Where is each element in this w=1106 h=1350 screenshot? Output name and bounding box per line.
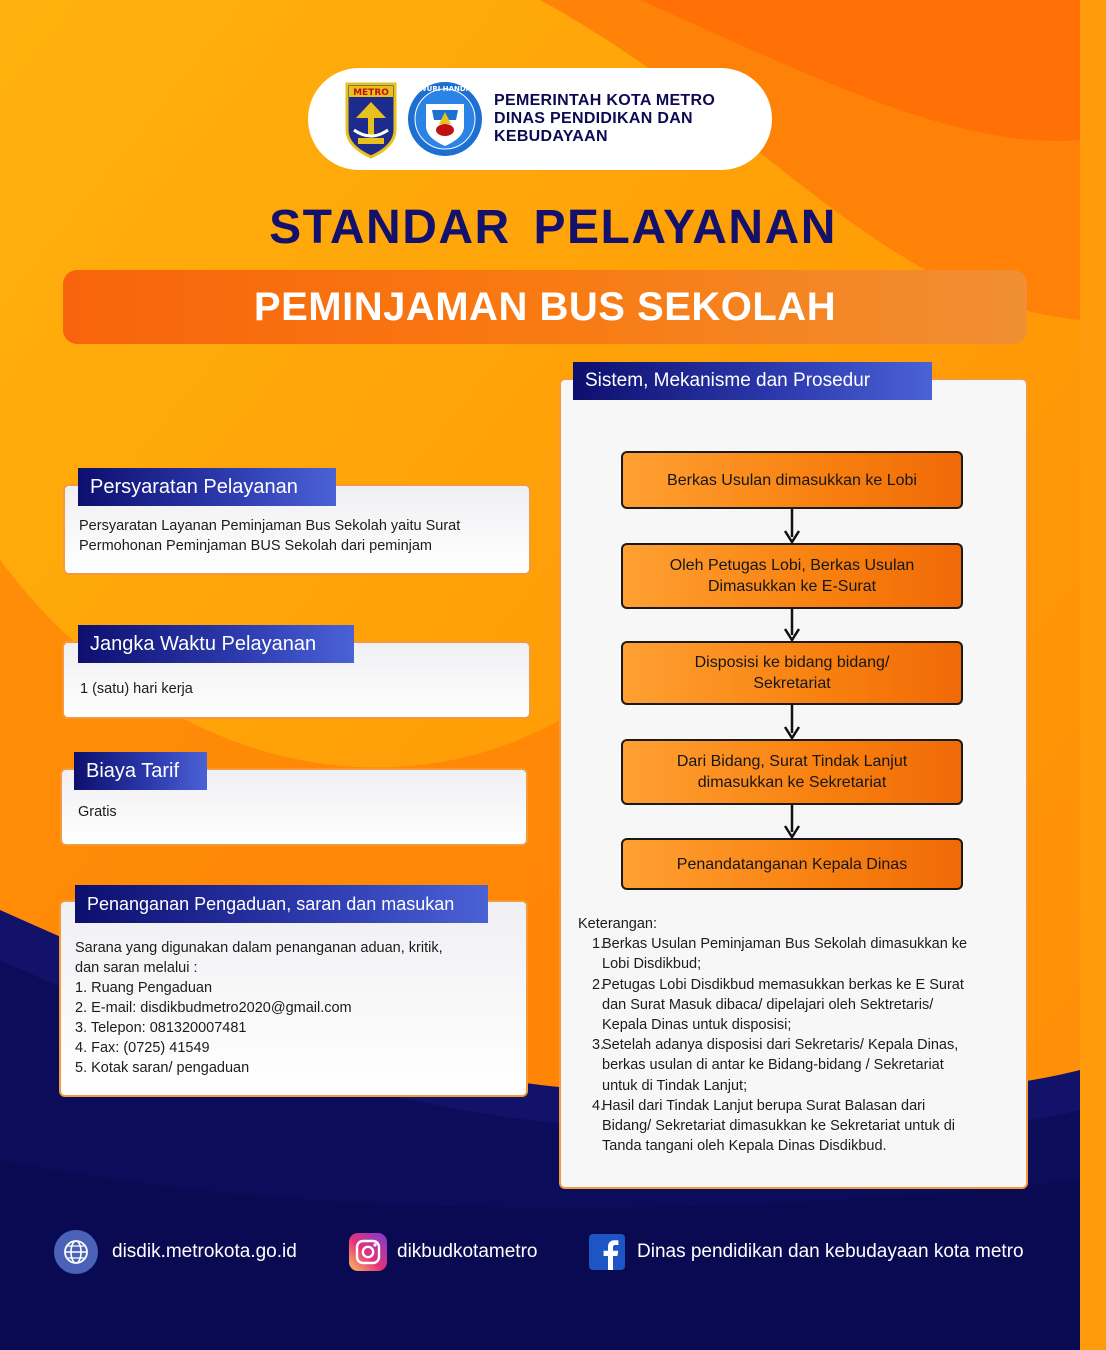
logo-kemdik-text: TUT WURI HANDAYANI [401, 85, 489, 93]
procedure-step [621, 739, 963, 805]
note-line: Berkas Usulan Peminjaman Bus Sekolah dimasukkan ke [602, 936, 968, 953]
complaints-line: 1. Ruang Pengaduan [75, 980, 213, 996]
instagram-icon [349, 1233, 387, 1271]
procedure-notes [578, 914, 1014, 1156]
arrow-down-icon [782, 509, 802, 545]
note-line: Kepala Dinas untuk disposisi; [602, 1017, 792, 1034]
note-line: Tanda tangani oleh Kepala Dinas Disdikbud. [602, 1138, 887, 1155]
facebook-page[interactable]: Dinas pendidikan dan kebudayaan kota metro [637, 1241, 1024, 1262]
note-item [578, 934, 1014, 974]
complaints-line: dan saran melalui : [75, 960, 198, 976]
organization-name [494, 92, 715, 146]
note-number: 4. [592, 1097, 605, 1114]
step-line: Dimasukkan ke E-Surat [707, 578, 877, 595]
org-line: PEMERINTAH KOTA METRO [494, 92, 716, 109]
procedure-step [621, 543, 963, 609]
website-link[interactable]: disdik.metrokota.go.id [112, 1241, 297, 1262]
step-line: Sekretariat [753, 675, 831, 692]
fee-text: Gratis [78, 804, 117, 820]
note-item [578, 1035, 1014, 1096]
fee-tab: Biaya Tarif [74, 752, 207, 790]
header-banner [308, 68, 772, 170]
note-number: 3. [592, 1037, 605, 1054]
note-line: Petugas Lobi Disdikbud memasukkan berkas ke E Surat [602, 976, 964, 993]
requirements-text [79, 516, 460, 556]
step-line: Oleh Petugas Lobi, Berkas Usulan [669, 557, 915, 574]
note-item [578, 975, 1014, 1036]
procedure-tab: Sistem, Mekanisme dan Prosedur [573, 362, 932, 400]
arrow-down-icon [782, 805, 802, 840]
requirements-tab: Persyaratan Pelayanan [78, 468, 336, 506]
complaints-fax: 4. Fax: (0725) 41549 [75, 1040, 210, 1056]
metro-city-emblem-icon [344, 80, 398, 158]
footer-facebook[interactable] [589, 1234, 1024, 1270]
instagram-handle[interactable]: dikbudkotametro [397, 1241, 538, 1262]
step-line: Berkas Usulan dimasukkan ke Lobi [667, 471, 917, 489]
procedure-step [621, 451, 963, 509]
note-line: berkas usulan di antar ke Bidang-bidang / Sekretariat [602, 1057, 944, 1074]
footer-instagram[interactable] [349, 1233, 537, 1271]
globe-icon [54, 1230, 98, 1274]
footer-website[interactable] [54, 1230, 297, 1274]
step-line: Disposisi ke bidang bidang/ [694, 654, 890, 671]
service-name-banner [63, 270, 1027, 344]
note-line: Hasil dari Tindak Lanjut berupa Surat Balasan dari [602, 1097, 926, 1114]
step-line: dimasukkan ke Sekretariat [697, 774, 887, 791]
complaints-phone: 3. Telepon: 081320007481 [75, 1020, 247, 1036]
complaints-card [59, 900, 528, 1097]
logo-metro-text: METRO [353, 88, 389, 98]
note-line: Setelah adanya disposisi dari Sekretaris/ Kepala Dinas, [602, 1037, 959, 1054]
note-number: 1. [592, 936, 605, 953]
step-line: Penandatanganan Kepala Dinas [676, 855, 908, 873]
complaints-email: 2. E-mail: disdikbudmetro2020@gmail.com [75, 1000, 352, 1016]
org-line: DINAS PENDIDIKAN DAN [494, 110, 693, 127]
complaints-tab: Penanganan Pengaduan, saran dan masukan [75, 885, 488, 923]
tut-wuri-handayani-emblem-icon [401, 80, 489, 158]
note-item [578, 1096, 1014, 1157]
complaints-line: Sarana yang digunakan dalam penanganan aduan, kritik, [75, 940, 443, 956]
complaints-line: 5. Kotak saran/ pengaduan [75, 1060, 250, 1076]
requirements-line: Permohonan Peminjaman BUS Sekolah dari peminjam [79, 538, 433, 554]
note-line: untuk di Tindak Lanjut; [602, 1077, 748, 1094]
requirements-line: Persyaratan Layanan Peminjaman Bus Sekolah yaitu Surat [79, 518, 461, 534]
note-line: dan Surat Masuk dibaca/ dipelajari oleh Sektretaris/ [602, 996, 934, 1013]
org-line: KEBUDAYAAN [494, 128, 608, 145]
note-line: Bidang/ Sekretariat dimasukkan ke Sekretariat untuk di [602, 1118, 956, 1135]
service-time-text: 1 (satu) hari kerja [80, 681, 193, 697]
procedure-step [621, 641, 963, 705]
notes-label: Keterangan: [578, 916, 658, 932]
facebook-icon [589, 1234, 625, 1270]
service-name: PEMINJAMAN BUS SEKOLAH [253, 284, 837, 329]
step-line: Dari Bidang, Surat Tindak Lanjut [676, 753, 908, 770]
page-title: STANDAR PELAYANAN [269, 201, 837, 254]
note-number: 2. [592, 976, 605, 993]
arrow-down-icon [782, 609, 802, 643]
procedure-step [621, 838, 963, 890]
complaints-text [75, 938, 443, 1078]
arrow-down-icon [782, 705, 802, 741]
note-line: Lobi Disdikbud; [602, 956, 702, 973]
service-time-tab: Jangka Waktu Pelayanan [78, 625, 354, 663]
